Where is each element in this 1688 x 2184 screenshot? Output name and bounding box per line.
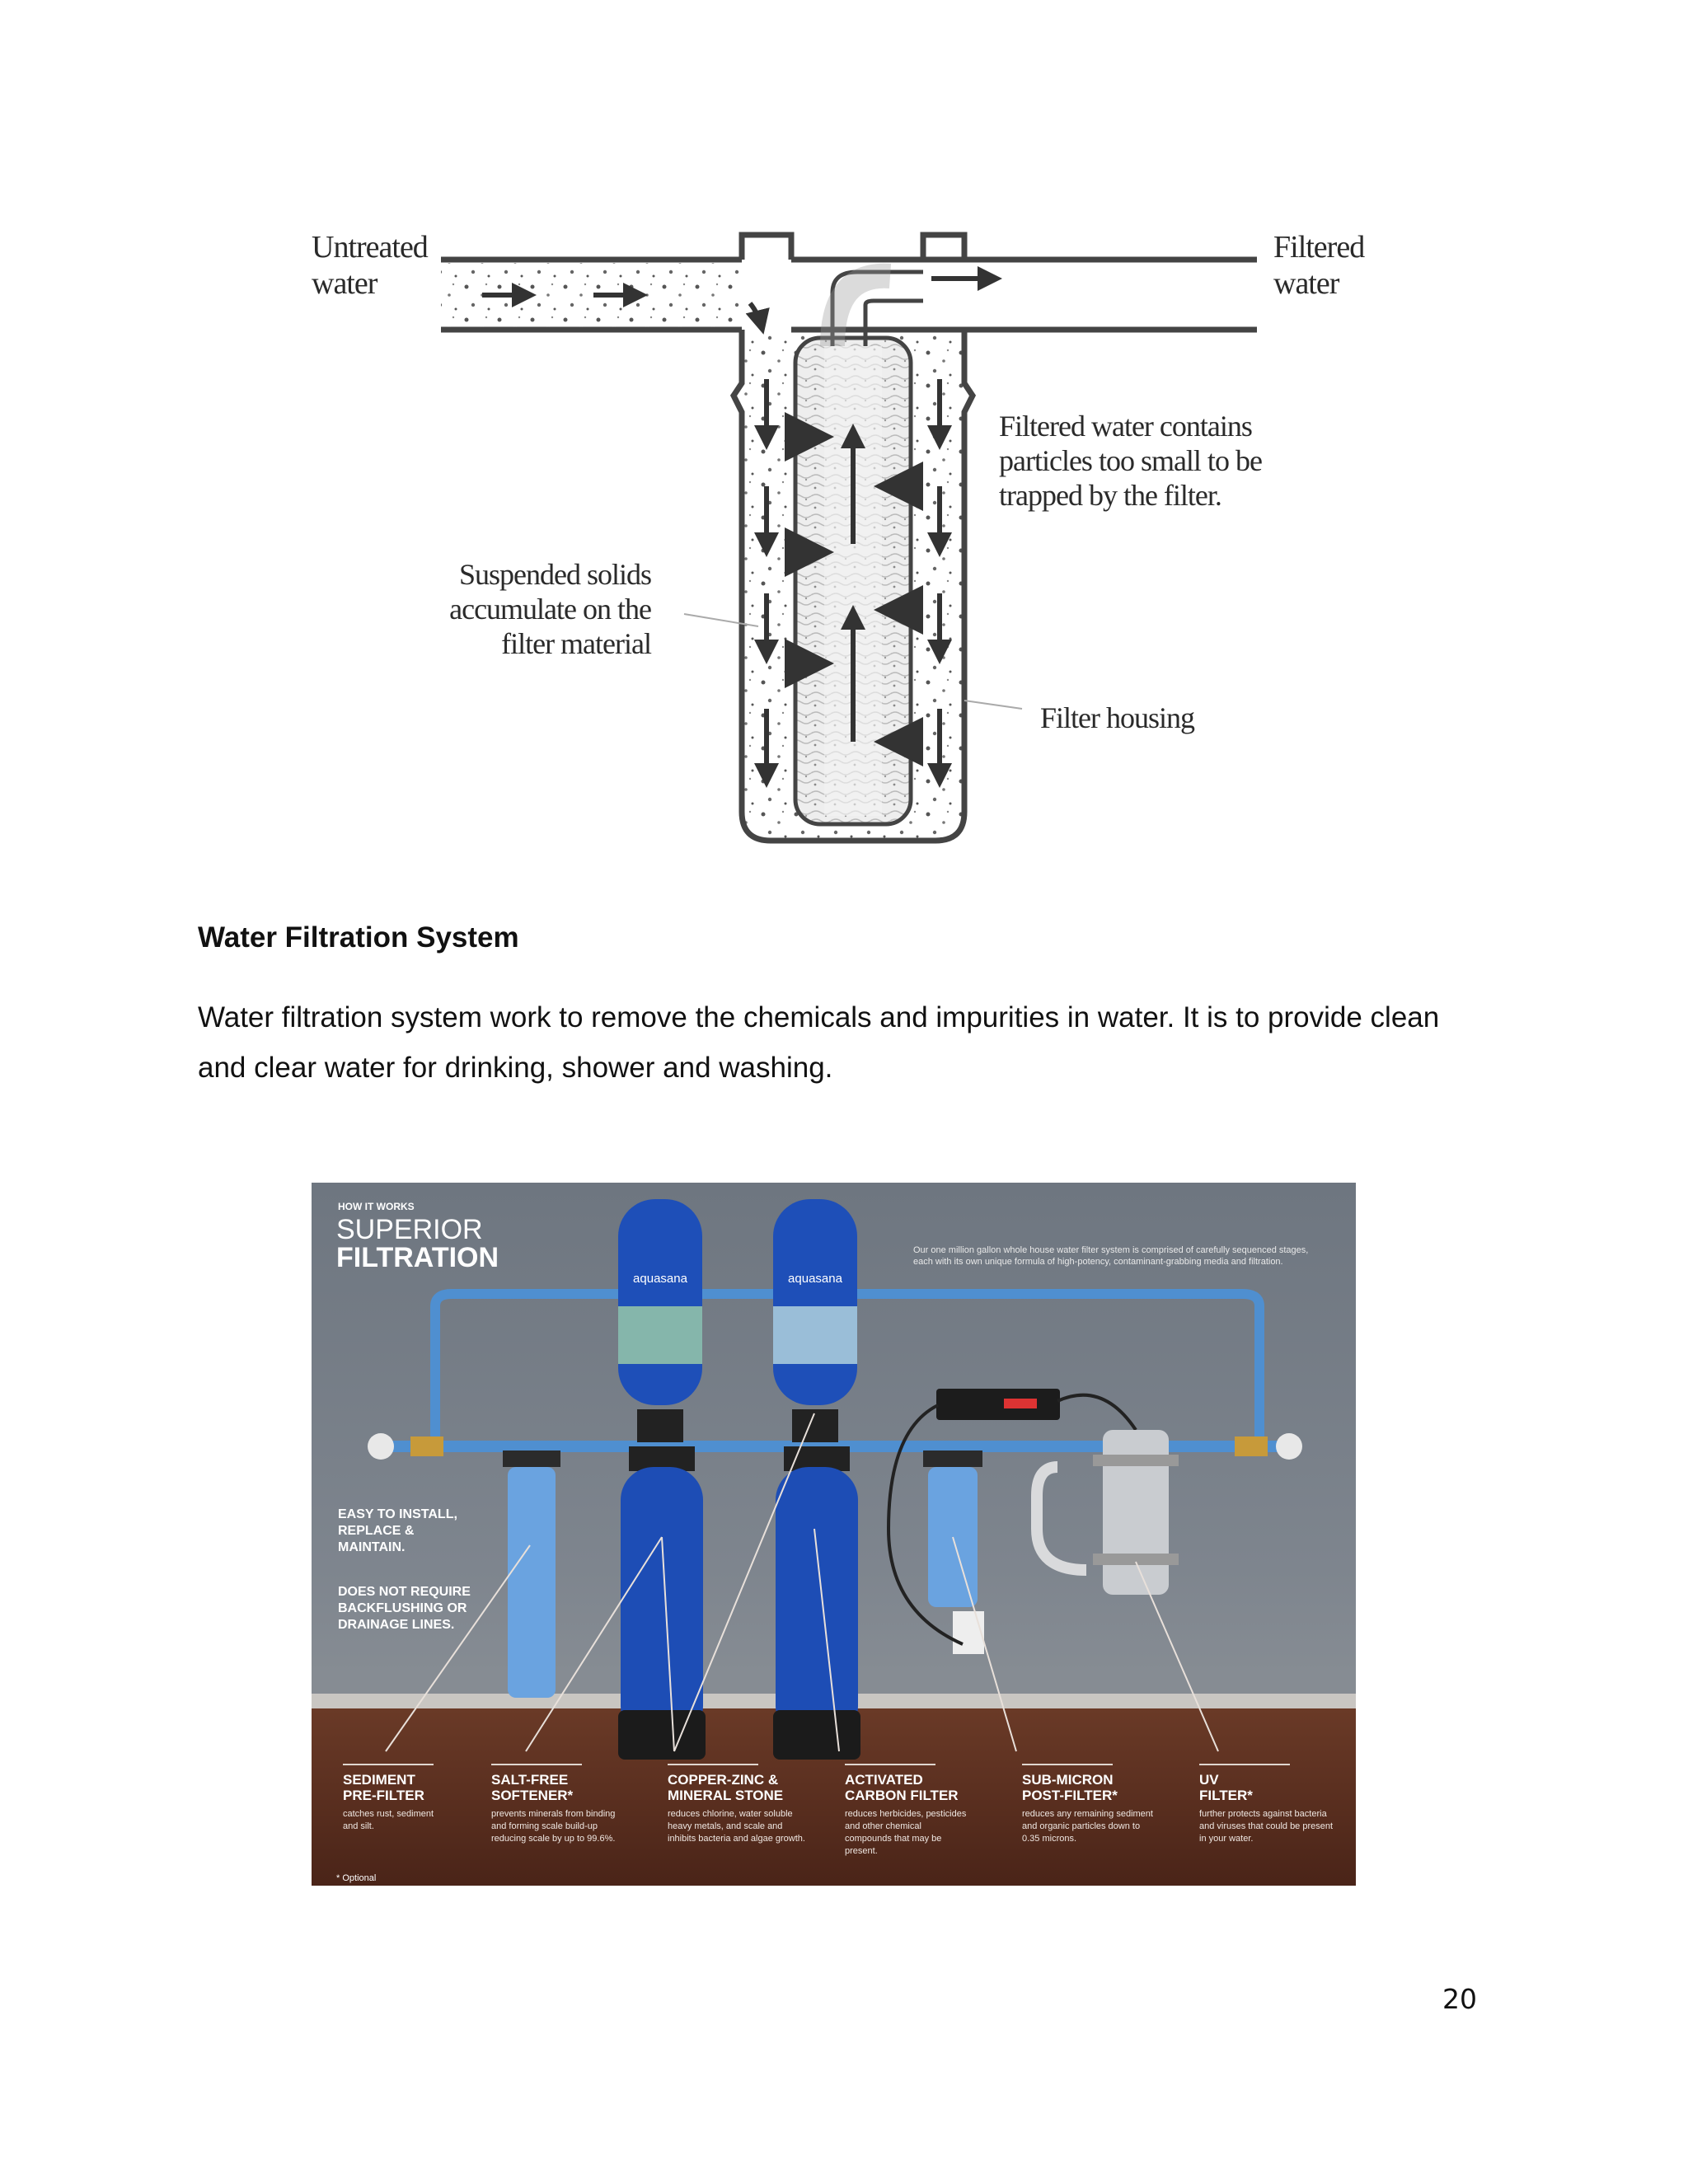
feature-line: BACKFLUSHING OR	[338, 1601, 467, 1615]
filtered-label-line: water	[1273, 266, 1339, 301]
solids-label-line: Suspended solids	[458, 558, 651, 591]
stage-sediment: SEDIMENT PRE-FILTER catches rust, sediment and silt.	[343, 1764, 499, 1833]
feature-line: REPLACE &	[338, 1524, 415, 1538]
filtered-label-line: Filtered	[1273, 230, 1365, 265]
brand-label-left: aquasana	[633, 1272, 687, 1286]
solids-label-line: filter material	[501, 627, 651, 660]
photo-title	[336, 1216, 499, 1272]
lower-tank-right	[773, 1446, 860, 1760]
housing-pointer	[964, 701, 1022, 709]
lower-tank-left	[618, 1446, 706, 1760]
page-number: 20	[1442, 1983, 1477, 2015]
filter-cartridge	[795, 338, 911, 824]
contains-label-line: particles too small to be	[999, 444, 1262, 477]
photo-title-line: SUPERIOR	[336, 1214, 483, 1245]
stage-post-filter: SUB-MICRON POST-FILTER* reduces any remaining sediment and organic particles down to 0.35 microns.	[1022, 1764, 1179, 1845]
stage-uv: UV FILTER* further protects against bacteria and viruses that could be present in your water.	[1199, 1764, 1356, 1845]
photo-title-line: FILTRATION	[336, 1242, 499, 1273]
stage-copper-zinc: COPPER-ZINC & MINERAL STONE reduces chlorine, water soluble heavy metals, and scale and inhibits bacteria and algae growth.	[668, 1764, 824, 1845]
upper-tank-right	[773, 1199, 857, 1405]
contains-label-line: Filtered water contains	[999, 410, 1252, 443]
section-paragraph	[198, 992, 1517, 1093]
filtration-system-photo	[312, 1183, 1356, 1886]
section-heading: Water Filtration System	[198, 921, 519, 954]
filter-housing-label: Filter housing	[1040, 701, 1195, 734]
photo-intro: Our one million gallon whole house water filter system is comprised of carefully sequenced stages, each with its own unique formula of high-potency, contaminant-grabbing media and filtration.	[913, 1245, 1309, 1267]
photo-kicker: HOW IT WORKS	[338, 1201, 415, 1212]
contains-label-line: trapped by the filter.	[999, 479, 1221, 512]
suspended-solids-label	[429, 557, 651, 661]
untreated-water-label	[312, 229, 428, 302]
feature-line: DRAINAGE LINES.	[338, 1618, 455, 1632]
paragraph-line: and clear water for drinking, shower and washing.	[198, 1052, 833, 1084]
solids-label-line: accumulate on the	[449, 593, 651, 626]
stage-carbon: ACTIVATED CARBON FILTER reduces herbicides, pesticides and other chemical compounds that may be present.	[845, 1764, 1001, 1858]
feature-line: DOES NOT REQUIRE	[338, 1585, 471, 1599]
paragraph-line: Water filtration system work to remove the chemicals and impurities in water. It is to provide clean	[198, 1001, 1440, 1033]
stage-softener: SALT-FREE SOFTENER* prevents minerals from binding and forming scale build-up reducing scale by up to 99.6%.	[491, 1764, 648, 1845]
brand-label-right: aquasana	[788, 1272, 842, 1286]
uv-filter	[1037, 1430, 1179, 1595]
filtered-contains-label	[999, 409, 1262, 513]
photo-footnote: * Optional	[336, 1873, 377, 1883]
feature-line: MAINTAIN.	[338, 1540, 406, 1554]
photo-features-2	[338, 1584, 471, 1633]
untreated-label-line: Untreated	[312, 230, 428, 265]
filter-cross-section-diagram	[297, 214, 1401, 865]
filtered-water-label	[1273, 229, 1364, 302]
photo-features	[338, 1507, 457, 1556]
feature-line: EASY TO INSTALL,	[338, 1507, 457, 1521]
upper-tank-left	[618, 1199, 702, 1405]
untreated-label-line: water	[312, 266, 377, 301]
